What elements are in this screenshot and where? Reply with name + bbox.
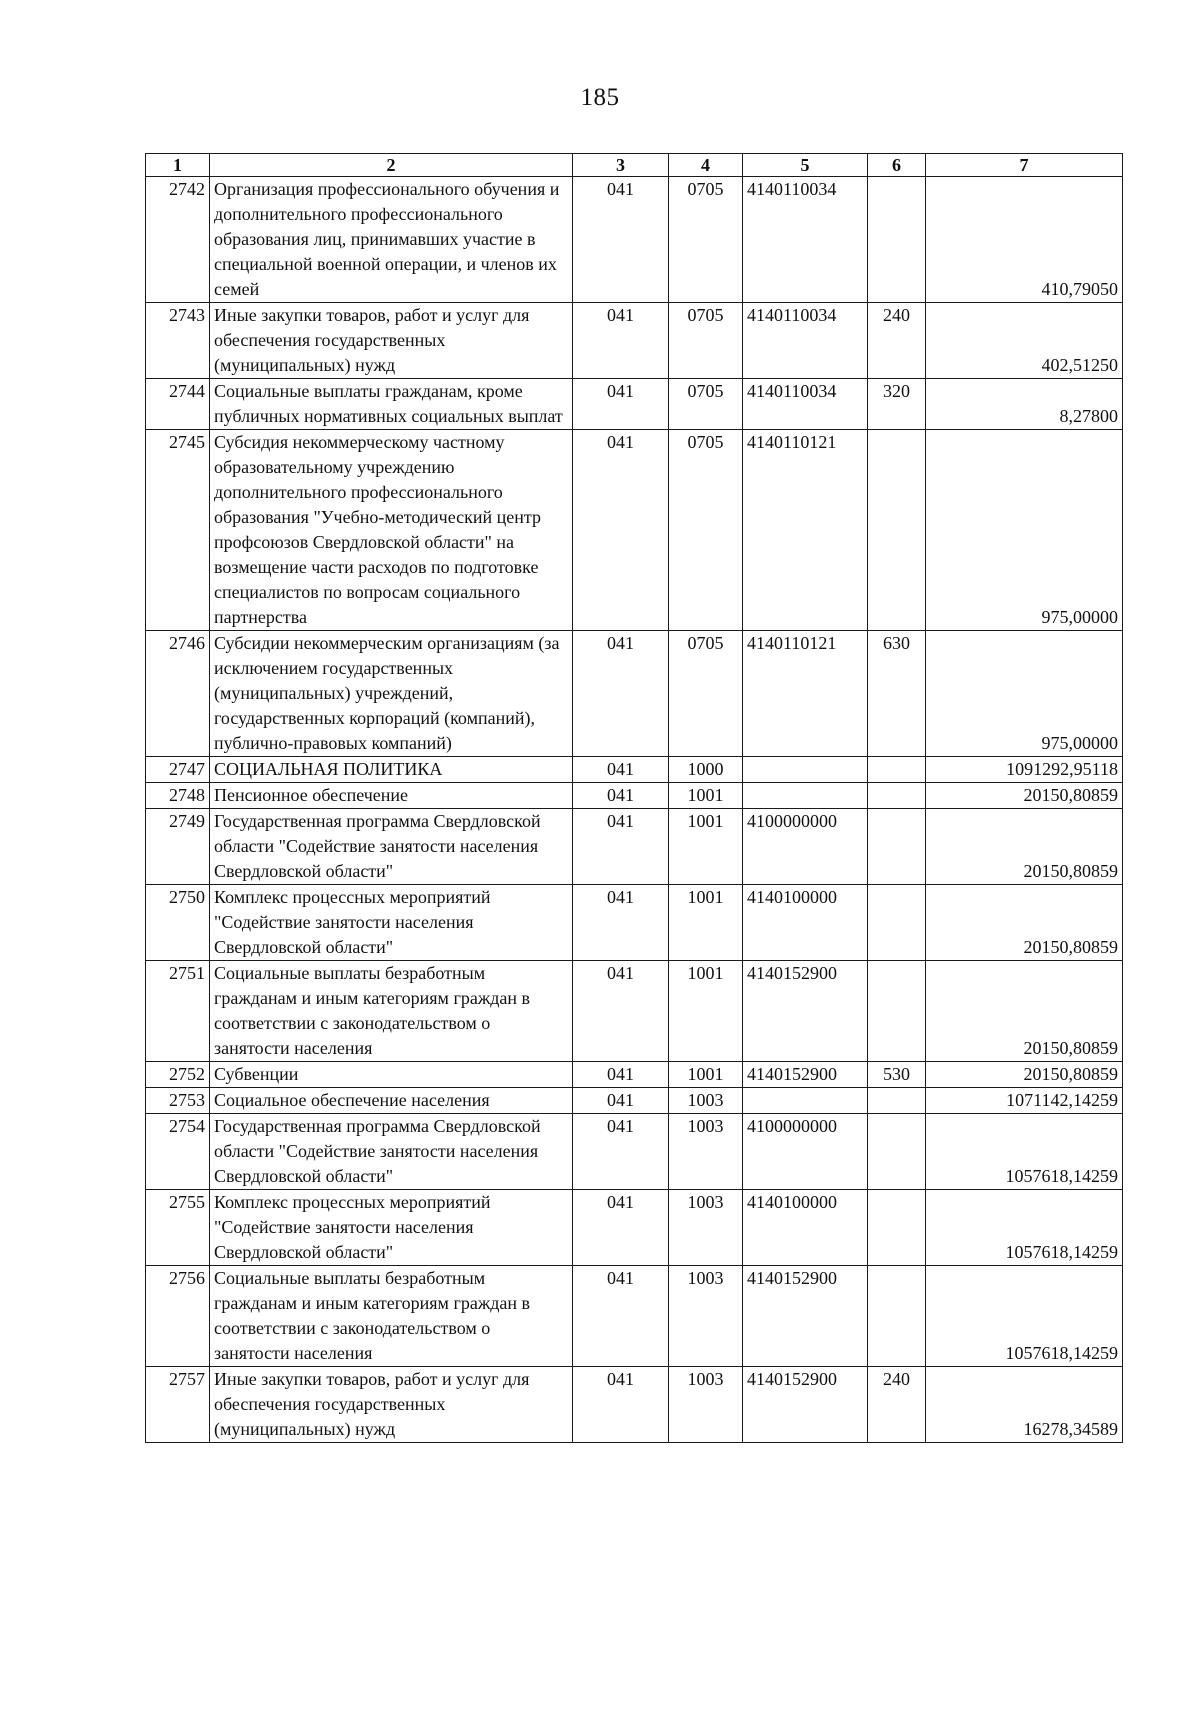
item-name: Комплекс процессных мероприятий "Содействие занятости населения Свердловской области" — [210, 1190, 573, 1266]
target-article-code: 4140100000 — [743, 1190, 868, 1266]
row-number: 2747 — [146, 757, 210, 783]
column-header-1: 1 — [146, 154, 210, 177]
item-name: СОЦИАЛЬНАЯ ПОЛИТИКА — [210, 757, 573, 783]
amount: 402,51250 — [926, 303, 1123, 379]
table-row — [146, 379, 1123, 430]
row-number: 2757 — [146, 1367, 210, 1443]
table-row — [146, 631, 1123, 757]
expense-type-code — [868, 783, 926, 809]
row-number: 2750 — [146, 885, 210, 961]
target-article-code: 4140110121 — [743, 631, 868, 757]
amount: 1071142,14259 — [926, 1088, 1123, 1114]
admin-code: 041 — [573, 1088, 669, 1114]
row-number: 2743 — [146, 303, 210, 379]
amount: 20150,80859 — [926, 809, 1123, 885]
table-row — [146, 303, 1123, 379]
expense-type-code — [868, 885, 926, 961]
column-header-4: 4 — [669, 154, 743, 177]
row-number: 2754 — [146, 1114, 210, 1190]
admin-code: 041 — [573, 809, 669, 885]
row-number: 2756 — [146, 1266, 210, 1367]
row-number: 2753 — [146, 1088, 210, 1114]
expense-type-code: 630 — [868, 631, 926, 757]
target-article-code: 4140110121 — [743, 430, 868, 631]
amount: 1057618,14259 — [926, 1114, 1123, 1190]
section-code: 1001 — [669, 885, 743, 961]
item-name: Социальное обеспечение населения — [210, 1088, 573, 1114]
target-article-code: 4140110034 — [743, 303, 868, 379]
amount: 16278,34589 — [926, 1367, 1123, 1443]
amount: 975,00000 — [926, 430, 1123, 631]
row-number: 2749 — [146, 809, 210, 885]
admin-code: 041 — [573, 1062, 669, 1088]
header-row — [146, 154, 1123, 177]
amount: 975,00000 — [926, 631, 1123, 757]
admin-code: 041 — [573, 1114, 669, 1190]
table-row — [146, 1114, 1123, 1190]
admin-code: 041 — [573, 1266, 669, 1367]
item-name: Организация профессионального обучения и дополнительного профессионального образования лиц, принимавших участие в специальной военной операции, и членов их семей — [210, 177, 573, 303]
table-row — [146, 1088, 1123, 1114]
admin-code: 041 — [573, 430, 669, 631]
item-name: Субсидия некоммерческому частному образовательному учреждению дополнительного профессионального образования "Учебно-методический центр профсоюзов Свердловской области" на возмещение части расходов по подготовке специалистов по вопросам социального партнерства — [210, 430, 573, 631]
column-header-7: 7 — [926, 154, 1123, 177]
section-code: 0705 — [669, 177, 743, 303]
item-name: Государственная программа Свердловской области "Содействие занятости населения Свердловской области" — [210, 1114, 573, 1190]
row-number: 2745 — [146, 430, 210, 631]
row-number: 2744 — [146, 379, 210, 430]
target-article-code — [743, 1088, 868, 1114]
target-article-code: 4140152900 — [743, 961, 868, 1062]
expense-type-code — [868, 809, 926, 885]
item-name: Социальные выплаты безработным гражданам и иным категориям граждан в соответствии с законодательством о занятости населения — [210, 1266, 573, 1367]
section-code: 1003 — [669, 1114, 743, 1190]
target-article-code: 4100000000 — [743, 809, 868, 885]
amount: 20150,80859 — [926, 885, 1123, 961]
item-name: Социальные выплаты безработным гражданам и иным категориям граждан в соответствии с законодательством о занятости населения — [210, 961, 573, 1062]
table-row — [146, 177, 1123, 303]
admin-code: 041 — [573, 1190, 669, 1266]
row-number: 2748 — [146, 783, 210, 809]
row-number: 2751 — [146, 961, 210, 1062]
item-name: Субсидии некоммерческим организациям (за исключением государственных (муниципальных) учреждений, государственных корпораций (компаний), публично-правовых компаний) — [210, 631, 573, 757]
target-article-code: 4100000000 — [743, 1114, 868, 1190]
expense-type-code: 320 — [868, 379, 926, 430]
expense-type-code — [868, 1266, 926, 1367]
item-name: Социальные выплаты гражданам, кроме публичных нормативных социальных выплат — [210, 379, 573, 430]
target-article-code — [743, 783, 868, 809]
amount: 1057618,14259 — [926, 1190, 1123, 1266]
table-row — [146, 1062, 1123, 1088]
amount: 8,27800 — [926, 379, 1123, 430]
expense-type-code — [868, 961, 926, 1062]
section-code: 1001 — [669, 1062, 743, 1088]
item-name: Иные закупки товаров, работ и услуг для обеспечения государственных (муниципальных) нужд — [210, 303, 573, 379]
expense-type-code: 530 — [868, 1062, 926, 1088]
admin-code: 041 — [573, 783, 669, 809]
table-row — [146, 885, 1123, 961]
item-name: Комплекс процессных мероприятий "Содействие занятости населения Свердловской области" — [210, 885, 573, 961]
amount: 20150,80859 — [926, 1062, 1123, 1088]
expense-type-code — [868, 177, 926, 303]
target-article-code: 4140152900 — [743, 1266, 868, 1367]
column-header-5: 5 — [743, 154, 868, 177]
amount: 410,79050 — [926, 177, 1123, 303]
admin-code: 041 — [573, 379, 669, 430]
row-number: 2742 — [146, 177, 210, 303]
target-article-code: 4140152900 — [743, 1367, 868, 1443]
amount: 20150,80859 — [926, 961, 1123, 1062]
column-header-6: 6 — [868, 154, 926, 177]
column-header-2: 2 — [210, 154, 573, 177]
section-code: 1003 — [669, 1088, 743, 1114]
section-code: 1000 — [669, 757, 743, 783]
amount: 1091292,95118 — [926, 757, 1123, 783]
section-code: 0705 — [669, 631, 743, 757]
section-code: 0705 — [669, 430, 743, 631]
item-name: Государственная программа Свердловской области "Содействие занятости населения Свердловской области" — [210, 809, 573, 885]
section-code: 1003 — [669, 1367, 743, 1443]
amount: 1057618,14259 — [926, 1266, 1123, 1367]
item-name: Пенсионное обеспечение — [210, 783, 573, 809]
row-number: 2746 — [146, 631, 210, 757]
table-row — [146, 757, 1123, 783]
page-number: 185 — [580, 84, 620, 111]
target-article-code — [743, 757, 868, 783]
admin-code: 041 — [573, 885, 669, 961]
row-number: 2752 — [146, 1062, 210, 1088]
section-code: 1001 — [669, 783, 743, 809]
expense-type-code: 240 — [868, 1367, 926, 1443]
column-header-3: 3 — [573, 154, 669, 177]
item-name: Субвенции — [210, 1062, 573, 1088]
expense-type-code — [868, 1088, 926, 1114]
expense-type-code — [868, 1190, 926, 1266]
section-code: 1001 — [669, 961, 743, 1062]
table-row — [146, 961, 1123, 1062]
admin-code: 041 — [573, 961, 669, 1062]
target-article-code: 4140110034 — [743, 379, 868, 430]
section-code: 1001 — [669, 809, 743, 885]
section-code: 1003 — [669, 1190, 743, 1266]
table-row — [146, 1367, 1123, 1443]
expense-type-code — [868, 1114, 926, 1190]
admin-code: 041 — [573, 177, 669, 303]
amount: 20150,80859 — [926, 783, 1123, 809]
target-article-code: 4140152900 — [743, 1062, 868, 1088]
budget-table — [145, 153, 1123, 1443]
target-article-code: 4140110034 — [743, 177, 868, 303]
expense-type-code — [868, 757, 926, 783]
table-row — [146, 430, 1123, 631]
section-code: 0705 — [669, 303, 743, 379]
table-row — [146, 1190, 1123, 1266]
item-name: Иные закупки товаров, работ и услуг для обеспечения государственных (муниципальных) нужд — [210, 1367, 573, 1443]
target-article-code: 4140100000 — [743, 885, 868, 961]
admin-code: 041 — [573, 757, 669, 783]
row-number: 2755 — [146, 1190, 210, 1266]
table-row — [146, 783, 1123, 809]
section-code: 1003 — [669, 1266, 743, 1367]
table-row — [146, 1266, 1123, 1367]
expense-type-code: 240 — [868, 303, 926, 379]
admin-code: 041 — [573, 303, 669, 379]
admin-code: 041 — [573, 631, 669, 757]
admin-code: 041 — [573, 1367, 669, 1443]
section-code: 0705 — [669, 379, 743, 430]
table-body — [146, 177, 1123, 1443]
table-row — [146, 809, 1123, 885]
expense-type-code — [868, 430, 926, 631]
